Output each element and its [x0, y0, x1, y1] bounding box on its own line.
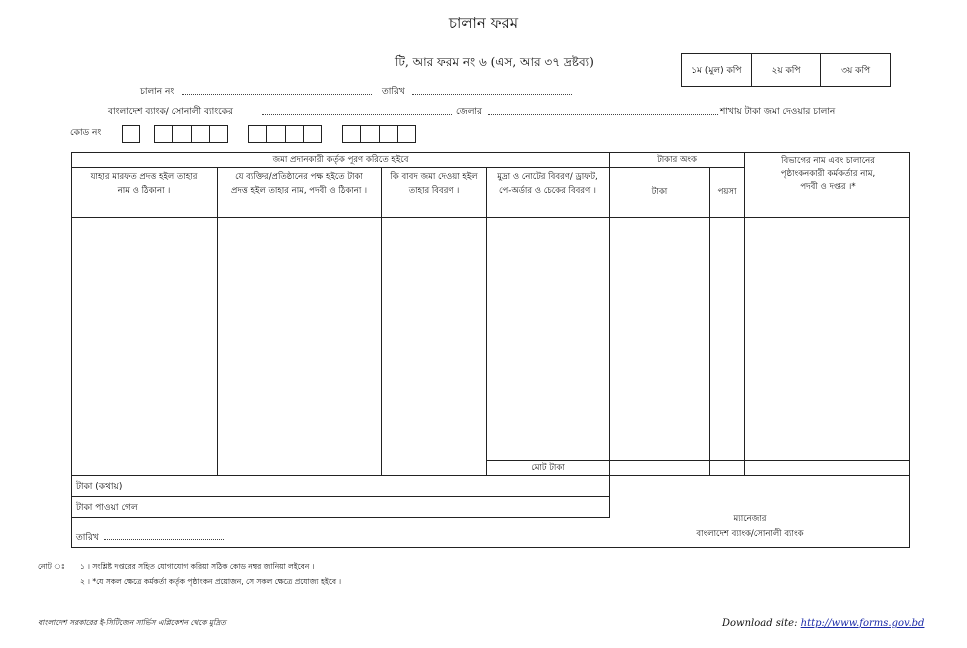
date-label: তারিখ	[382, 87, 405, 97]
download-label: Download site:	[722, 618, 798, 629]
col-payment-details: মুদ্রা ও নোটের বিবরণ/ ড্রাফট, পে-অর্ডার ও চেকের বিবরণ ।	[497, 172, 598, 196]
depositor-header: জমা প্রদানকারী কর্তৃক পূরণ করিতে হইবে	[272, 155, 409, 165]
received-label: টাকা পাওয়া গেল	[76, 503, 138, 513]
bottom-date-label: তারিখ	[76, 533, 99, 543]
code-box-4[interactable]	[342, 125, 416, 143]
col-on-behalf-of: যে ব্যক্তির/প্রতিষ্ঠানের পক্ষ হইতে টাকা প্রদত্ত হইল তাহার নাম, পদবী ও ঠিকানা ।	[230, 172, 368, 196]
note-1: ১ । সংশ্লিষ্ট দপ্তরের সহিত যোগাযোগ করিয়া সঠিক কোড নম্বর জানিয়া লইবেন ।	[80, 562, 315, 571]
note-2: ২ । *যে সকল ক্ষেত্রে কর্মকর্তা কর্তৃক পৃষ্ঠাংকন প্রয়োজন, সে সকল ক্ষেত্রে প্রযোজ্য হইবে ।	[80, 577, 342, 586]
branch-deposit-label: শাখায় টাকা জমা দেওয়ার চালান	[720, 107, 836, 117]
bank-label: বাংলাদেশ ব্যাংক/ সোনালী ব্যাংকের	[108, 107, 233, 117]
department-header: বিভাগের নাম এবং চালানের পৃষ্ঠাংকনকারী কর্মকর্তার নাম, পদবী ও দপ্তর ।*	[780, 156, 876, 192]
manager-label: ম্যানেজার	[733, 514, 767, 524]
total-taka-label: মোট টাকা	[531, 463, 565, 473]
copy-1: ১ম (মুল) কপি	[682, 54, 752, 86]
download-link[interactable]: http://www.forms.gov.bd	[800, 618, 925, 629]
col-taka: টাকা	[651, 187, 668, 197]
code-box-3[interactable]	[248, 125, 322, 143]
copy-3: ৩য় কপি	[841, 65, 871, 76]
download-site	[722, 618, 924, 629]
copy-2: ২য় কপি	[752, 54, 822, 86]
notes-label: নোট ঃ	[38, 562, 65, 571]
bottom-date-field[interactable]	[104, 531, 224, 540]
in-words-label: টাকা (কথায়)	[76, 482, 123, 492]
printed-from-text: বাংলাদেশ সরকারের ই-সিটিজেন সার্ভিস এপ্লিকেশন থেকে মুদ্রিত	[38, 618, 226, 627]
challan-no-field[interactable]	[182, 86, 372, 95]
col-purpose: কি বাবদ জমা দেওয়া হইল তাহার বিবরণ ।	[390, 172, 478, 196]
amount-header: টাকার অংক	[657, 155, 697, 165]
code-box-1[interactable]	[122, 125, 140, 143]
district-field[interactable]	[488, 106, 718, 115]
code-box-2[interactable]	[154, 125, 228, 143]
bank-signature-label: বাংলাদেশ ব্যাংক/সোনালী ব্যাংক	[696, 529, 804, 539]
copy-boxes	[681, 53, 891, 87]
date-field[interactable]	[412, 86, 572, 95]
district-label: জেলার	[456, 107, 482, 117]
code-no-label: কোড নং	[70, 128, 102, 138]
col-payer-name: যাহার মারফত প্রদত্ত হইল তাহার নাম ও ঠিকানা ।	[90, 172, 198, 196]
challan-no-label: চালান নং	[140, 87, 175, 97]
form-subtitle: টি, আর ফরম নং ৬ (এস, আর ৩৭ দ্রষ্টব্য)	[395, 55, 594, 69]
form-title: চালান ফরম	[448, 14, 519, 32]
col-poisa: পয়সা	[717, 187, 737, 197]
bank-field[interactable]	[262, 106, 452, 115]
